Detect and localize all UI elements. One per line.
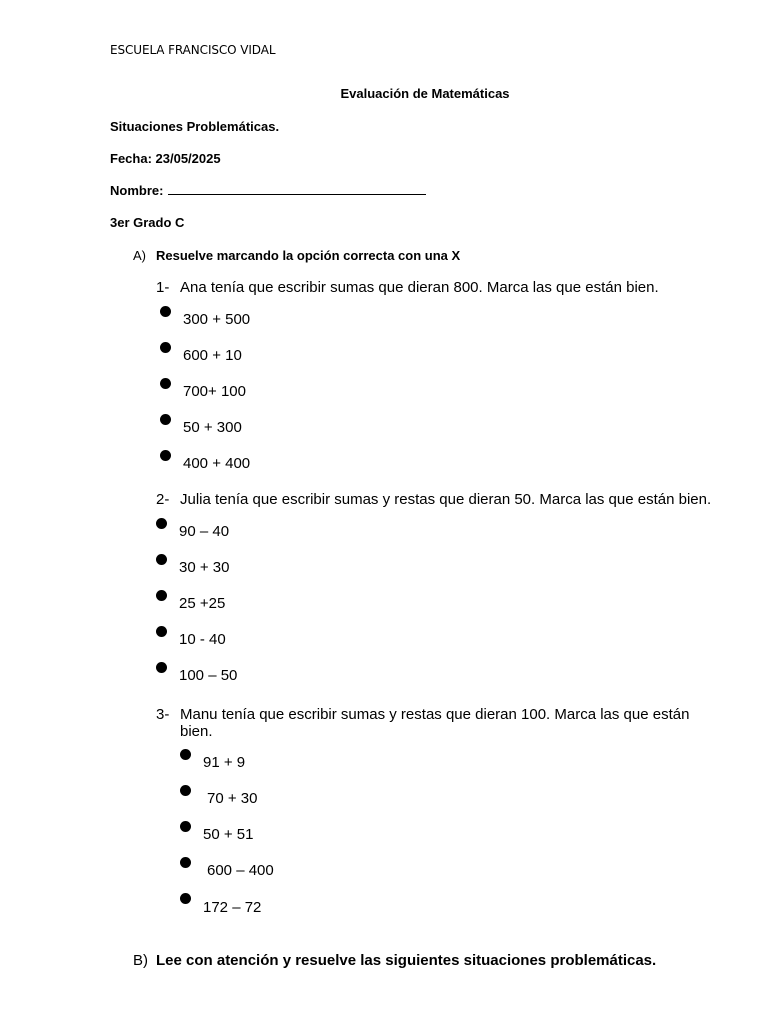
question-1-number: 1- [156,279,170,296]
question-2-text: Julia tenía que escribir sumas y restas que dieran 50. Marca las que están bien. [180,491,712,508]
question-2-number: 2- [156,491,170,508]
q2-option-1: 90 – 40 [179,523,230,540]
subtitle: Situaciones Problemáticas. [110,119,280,134]
bullet-icon [156,626,167,637]
section-a-heading [133,248,460,263]
question-1 [156,279,659,296]
question-1-text: Ana tenía que escribir sumas que dieran 800. Marca las que están bien. [180,279,659,296]
question-2 [156,491,711,508]
section-a-letter: A) [133,248,146,263]
q3-option-5: 172 – 72 [203,899,262,916]
section-b-heading [133,952,656,969]
name-label: Nombre: [110,183,164,198]
bullet-icon [156,554,167,565]
q1-option-3: 700+ 100 [183,383,246,400]
q2-option-2: 30 + 30 [179,559,230,576]
section-a-instruction: Resuelve marcando la opción correcta con una X [156,248,461,263]
question-3 [156,706,716,740]
bullet-icon [156,518,167,529]
q3-option-1: 91 + 9 [203,754,246,771]
name-field [110,183,426,198]
question-3-text: Manu tenía que escribir sumas y restas que dieran 100. Marca las que están bien. [180,706,690,740]
bullet-icon [180,749,191,760]
bullet-icon [160,306,171,317]
bullet-icon [180,893,191,904]
school-name: ESCUELA FRANCISCO VIDAL [110,43,276,57]
bullet-icon [160,342,171,353]
bullet-icon [156,662,167,673]
q2-option-3: 25 +25 [179,595,226,612]
q1-option-2: 600 + 10 [183,347,242,364]
q2-option-5: 100 – 50 [179,667,238,684]
grade-label: 3er Grado C [110,215,185,230]
q1-option-5: 400 + 400 [183,455,251,472]
section-b-letter: B) [133,952,148,969]
q1-option-1: 300 + 500 [183,311,251,328]
bullet-icon [160,378,171,389]
q3-option-3: 50 + 51 [203,826,254,843]
q1-option-4: 50 + 300 [183,419,242,436]
name-blank-line [168,184,426,195]
question-3-number: 3- [156,706,170,723]
q3-option-2: 70 + 30 [207,790,258,807]
bullet-icon [180,821,191,832]
bullet-icon [156,590,167,601]
q3-option-4: 600 – 400 [207,862,274,879]
date-label: Fecha: 23/05/2025 [110,151,221,166]
bullet-icon [180,785,191,796]
page-title: Evaluación de Matemáticas [340,86,510,101]
bullet-icon [160,450,171,461]
q2-option-4: 10 - 40 [179,631,226,648]
section-b-instruction: Lee con atención y resuelve las siguientes situaciones problemáticas. [156,952,657,969]
bullet-icon [160,414,171,425]
bullet-icon [180,857,191,868]
